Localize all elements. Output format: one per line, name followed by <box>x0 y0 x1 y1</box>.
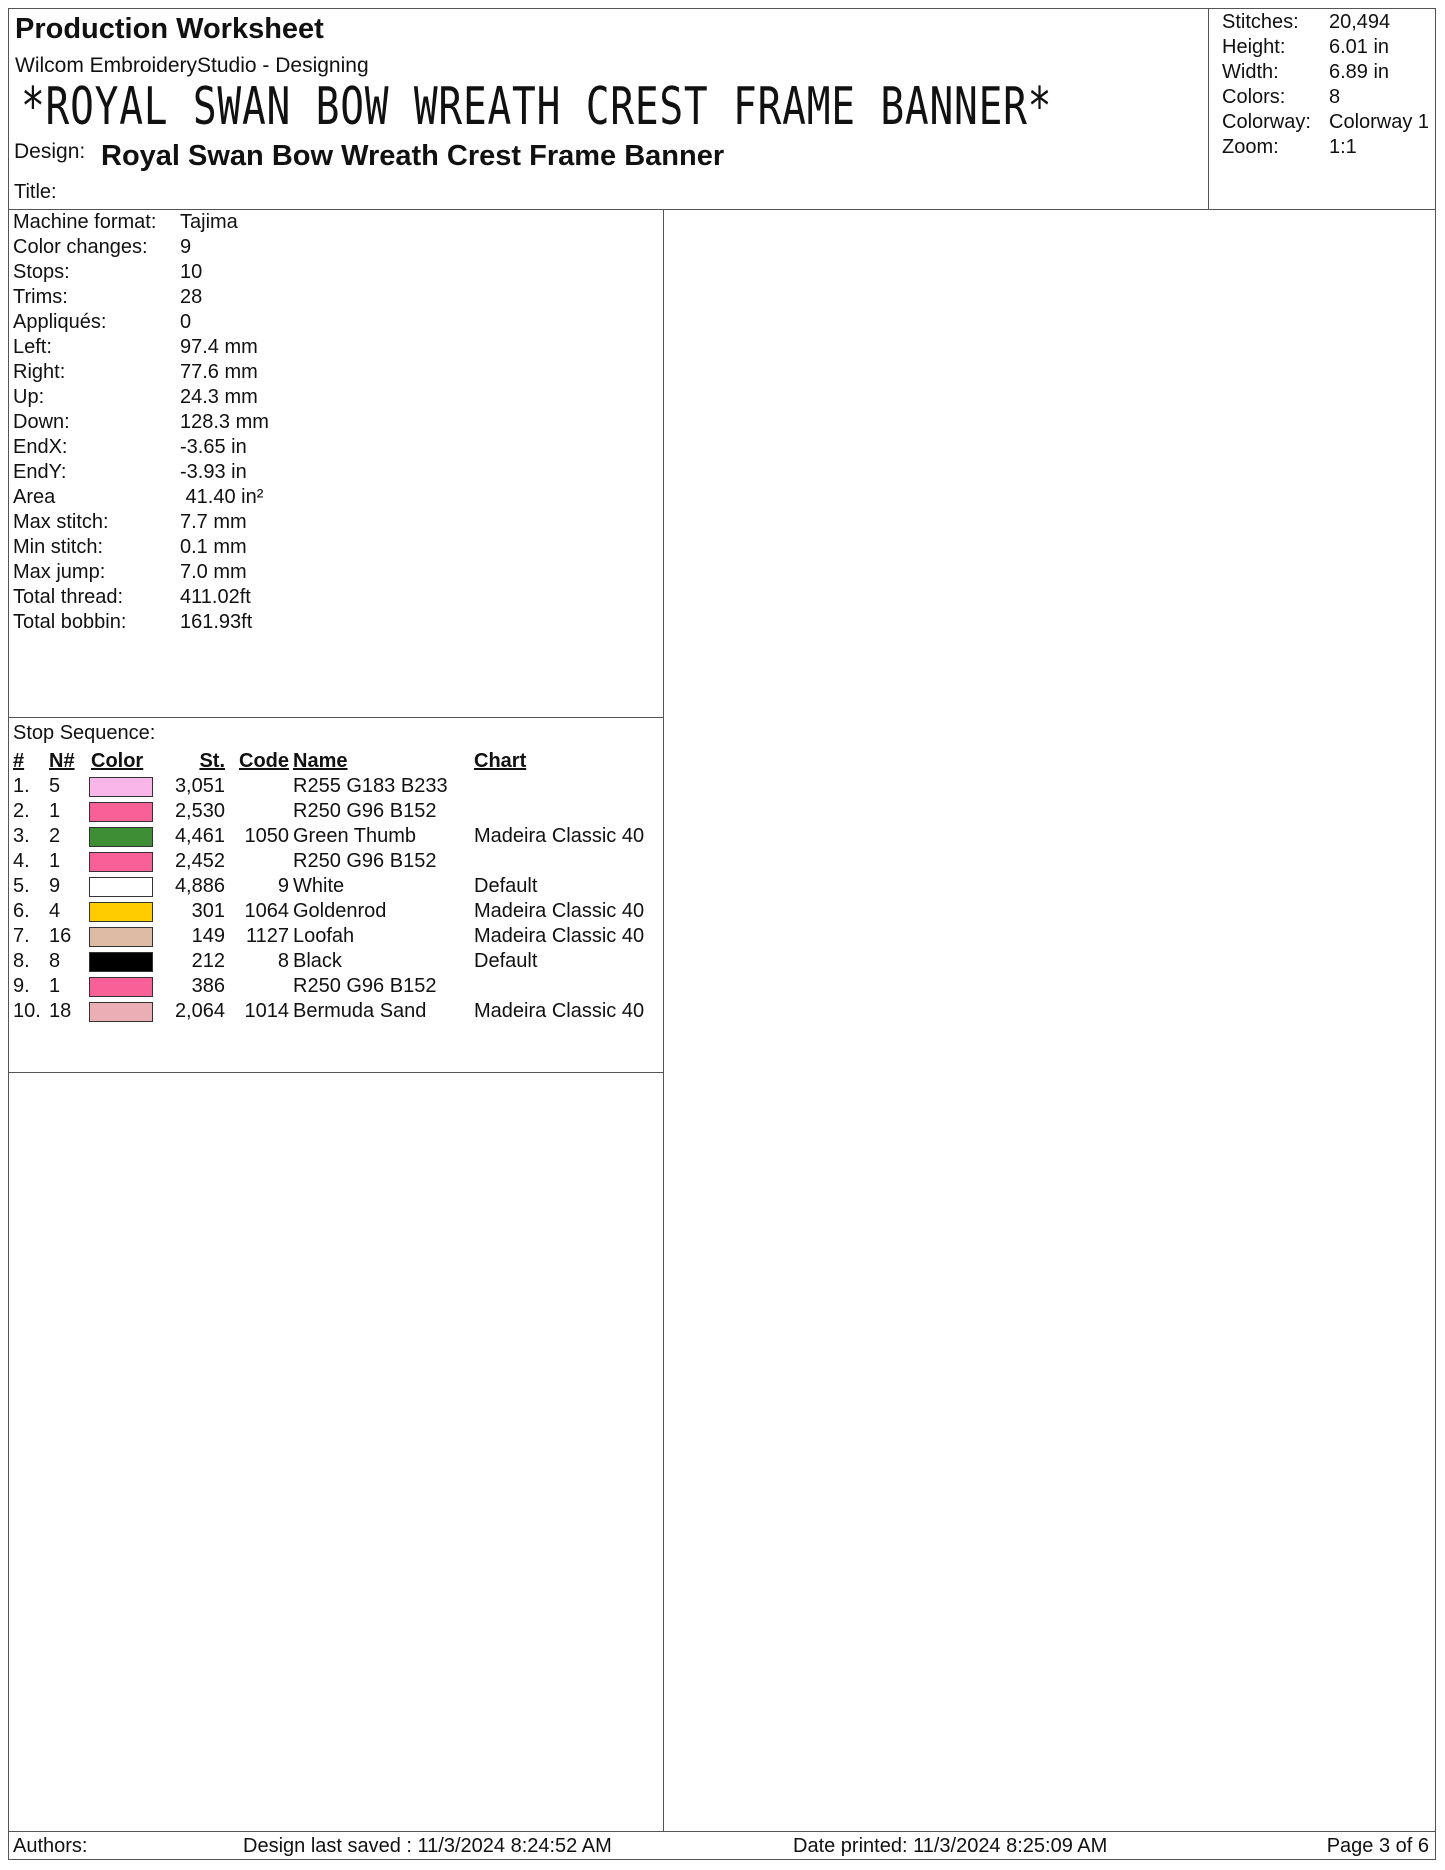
col-header-code: Code <box>239 750 289 772</box>
info-value: 0.1 mm <box>180 536 247 558</box>
document-title: Production Worksheet <box>15 13 324 45</box>
info-label: EndX: <box>13 436 68 458</box>
info-label: Right: <box>13 361 66 383</box>
info-row <box>13 411 269 434</box>
color-swatch <box>89 802 153 822</box>
worksheet-page <box>8 8 1436 1860</box>
summary-row <box>1222 36 1389 59</box>
footer-date-printed: Date printed: 11/3/2024 8:25:09 AM <box>793 1835 1108 1857</box>
summary-label: Colors: <box>1222 86 1286 108</box>
stop-sequence-block <box>9 718 663 1073</box>
info-row <box>13 286 202 309</box>
thread-name: Goldenrod <box>293 900 387 922</box>
thread-chart: Madeira Classic 40 <box>474 900 645 922</box>
info-row <box>13 586 251 609</box>
info-value: 77.6 mm <box>180 361 258 383</box>
col-header-number: # <box>13 750 25 772</box>
stop-number: 1. <box>13 775 30 797</box>
summary-value: 1:1 <box>1329 136 1357 158</box>
color-swatch <box>89 952 153 972</box>
info-row <box>13 361 258 384</box>
stitch-count: 2,530 <box>174 800 225 822</box>
info-value: 28 <box>180 286 203 308</box>
info-row <box>13 311 191 334</box>
stitch-count: 4,886 <box>174 875 225 897</box>
thread-code: 1127 <box>245 925 289 947</box>
summary-label: Stitches: <box>1222 11 1299 33</box>
info-row <box>13 511 247 534</box>
info-label: Appliqués: <box>13 311 107 333</box>
info-value: 128.3 mm <box>180 411 269 433</box>
info-label: Total bobbin: <box>13 611 127 633</box>
color-swatch <box>89 852 153 872</box>
info-label: Max stitch: <box>13 511 109 533</box>
footer-page-number: Page 3 of 6 <box>1326 1835 1429 1857</box>
needle-number: 9 <box>49 875 61 897</box>
footer-authors: Authors: <box>13 1835 88 1857</box>
info-value: Tajima <box>180 211 238 233</box>
stitch-count: 3,051 <box>174 775 225 797</box>
thread-name: R250 G96 B152 <box>293 800 437 822</box>
summary-row <box>1222 111 1429 134</box>
summary-label: Colorway: <box>1222 111 1311 133</box>
info-value: -3.65 in <box>180 436 247 458</box>
stop-number: 4. <box>13 850 30 872</box>
summary-block <box>1217 9 1435 209</box>
stop-number: 6. <box>13 900 30 922</box>
color-swatch <box>89 877 153 897</box>
info-label: Left: <box>13 336 52 358</box>
summary-label: Zoom: <box>1222 136 1279 158</box>
col-header-chart: Chart <box>474 750 527 772</box>
info-row <box>13 386 258 409</box>
thread-code: 9 <box>277 875 289 897</box>
stop-number: 7. <box>13 925 30 947</box>
details-column <box>9 209 664 1831</box>
info-row <box>13 436 247 459</box>
stitch-count: 4,461 <box>174 825 225 847</box>
stitch-count: 386 <box>191 975 225 997</box>
info-value: 9 <box>180 236 192 258</box>
thread-chart: Default <box>474 950 538 972</box>
info-label: Area <box>13 486 56 508</box>
info-label: Color changes: <box>13 236 148 258</box>
thread-code: 1050 <box>244 825 289 847</box>
color-swatch <box>89 902 153 922</box>
info-value: 411.02ft <box>180 586 251 608</box>
stitch-count: 301 <box>191 900 225 922</box>
info-label: Trims: <box>13 286 68 308</box>
color-swatch <box>89 927 153 947</box>
info-value: -3.93 in <box>180 461 247 483</box>
stop-number: 8. <box>13 950 30 972</box>
summary-value: 8 <box>1329 86 1341 108</box>
needle-number: 1 <box>49 800 61 822</box>
info-value: 7.0 mm <box>180 561 247 583</box>
worksheet-footer <box>9 1831 1435 1859</box>
worksheet-header <box>9 9 1435 210</box>
needle-number: 4 <box>49 900 61 922</box>
col-header-stitches: St. <box>199 750 225 772</box>
stitch-count: 2,452 <box>174 850 225 872</box>
stop-sequence-title: Stop Sequence: <box>13 722 156 744</box>
summary-row <box>1222 11 1390 34</box>
design-banner-title: *ROYAL SWAN BOW WREATH CREST FRAME BANNER* <box>21 77 1053 137</box>
stitch-count: 212 <box>191 950 225 972</box>
thread-name: R250 G96 B152 <box>293 975 437 997</box>
summary-row <box>1222 136 1357 159</box>
needle-number: 2 <box>49 825 61 847</box>
info-row <box>13 461 247 484</box>
stitch-count: 149 <box>191 925 225 947</box>
info-value: 10 <box>180 261 203 283</box>
info-row <box>13 261 202 284</box>
info-value: 161.93ft <box>180 611 253 633</box>
info-row <box>13 486 263 509</box>
info-label: EndY: <box>13 461 67 483</box>
thread-name: Bermuda Sand <box>293 1000 427 1022</box>
summary-row <box>1222 61 1389 84</box>
color-swatch <box>89 777 153 797</box>
stop-number: 5. <box>13 875 30 897</box>
thread-name: R255 G183 B233 <box>293 775 448 797</box>
machine-info-block <box>9 209 663 718</box>
info-value: 0 <box>180 311 192 333</box>
design-name: Royal Swan Bow Wreath Crest Frame Banner <box>101 140 725 172</box>
summary-value: 6.89 in <box>1329 61 1390 83</box>
color-swatch <box>89 1002 153 1022</box>
info-label: Machine format: <box>13 211 157 233</box>
info-value: 97.4 mm <box>180 336 258 358</box>
header-title-block <box>9 9 1209 209</box>
needle-number: 1 <box>49 850 61 872</box>
stop-number: 10. <box>13 1000 41 1022</box>
color-swatch <box>89 977 153 997</box>
thread-name: R250 G96 B152 <box>293 850 437 872</box>
info-row <box>13 561 247 584</box>
thread-chart: Madeira Classic 40 <box>474 825 645 847</box>
thread-code: 8 <box>277 950 289 972</box>
needle-number: 16 <box>49 925 72 947</box>
thread-chart: Madeira Classic 40 <box>474 1000 645 1022</box>
summary-label: Height: <box>1222 36 1286 58</box>
info-label: Up: <box>13 386 45 408</box>
col-header-name: Name <box>293 750 348 772</box>
summary-value: Colorway 1 <box>1329 111 1430 133</box>
thread-chart: Default <box>474 875 538 897</box>
needle-number: 8 <box>49 950 61 972</box>
thread-name: Black <box>293 950 342 972</box>
info-row <box>13 236 191 259</box>
info-row <box>13 536 247 559</box>
summary-row <box>1222 86 1340 109</box>
summary-value: 20,494 <box>1329 11 1391 33</box>
info-row <box>13 336 258 359</box>
stitch-count: 2,064 <box>174 1000 225 1022</box>
col-header-needle: N# <box>49 750 75 772</box>
title-label: Title: <box>14 181 57 203</box>
thread-name: Loofah <box>293 925 355 947</box>
stop-number: 2. <box>13 800 30 822</box>
needle-number: 18 <box>49 1000 72 1022</box>
col-header-color: Color <box>91 750 144 772</box>
info-row <box>13 611 252 634</box>
info-label: Total thread: <box>13 586 124 608</box>
application-name: Wilcom EmbroideryStudio - Designing <box>15 54 369 77</box>
info-value: 24.3 mm <box>180 386 258 408</box>
thread-chart: Madeira Classic 40 <box>474 925 645 947</box>
info-label: Max jump: <box>13 561 106 583</box>
summary-label: Width: <box>1222 61 1279 83</box>
info-value: 41.40 in² <box>180 486 264 508</box>
footer-last-saved: Design last saved : 11/3/2024 8:24:52 AM <box>243 1835 612 1857</box>
color-swatch <box>89 827 153 847</box>
thread-name: Green Thumb <box>293 825 417 847</box>
stop-number: 3. <box>13 825 30 847</box>
thread-code: 1064 <box>244 900 289 922</box>
info-label: Min stitch: <box>13 536 104 558</box>
stop-number: 9. <box>13 975 30 997</box>
design-label: Design: <box>14 140 86 163</box>
info-row <box>13 211 238 234</box>
info-label: Stops: <box>13 261 70 283</box>
thread-code: 1014 <box>244 1000 289 1022</box>
needle-number: 5 <box>49 775 61 797</box>
info-label: Down: <box>13 411 70 433</box>
needle-number: 1 <box>49 975 61 997</box>
summary-value: 6.01 in <box>1329 36 1390 58</box>
info-value: 7.7 mm <box>180 511 247 533</box>
thread-name: White <box>293 875 345 897</box>
